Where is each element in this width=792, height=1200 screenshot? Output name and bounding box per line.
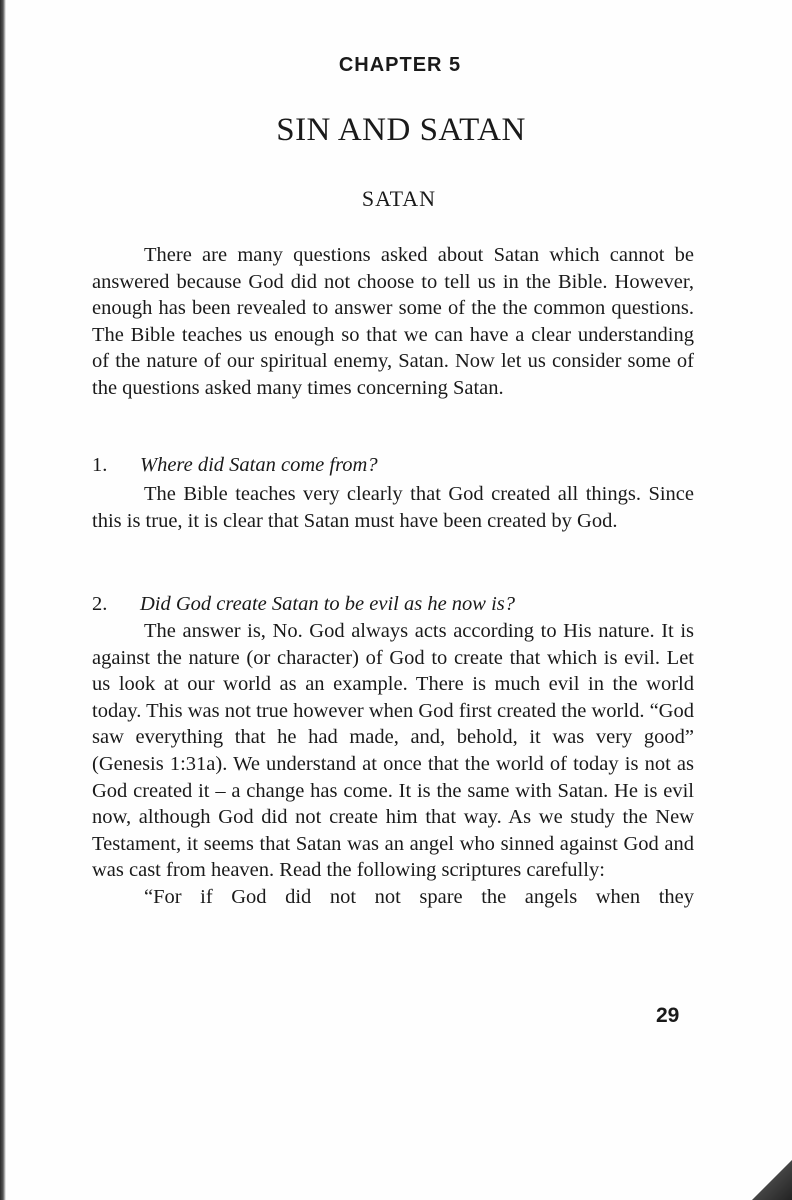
- scripture-quote-start: “For if God did not not spare the angels when they: [144, 885, 694, 908]
- page-corner-shadow: [748, 1154, 792, 1200]
- page-binding-edge: [0, 0, 6, 1200]
- intro-paragraph: There are many questions asked about Satan which cannot be answered because God did not choose to tell us in the Bible. However, enough has been revealed to answer some of the the common questions. The Bible teaches us enough so that we can have a clear understanding of the nature of our spiritual enemy, Satan. Now let us consider some of the questions asked many times concerning Satan.: [92, 244, 694, 399]
- question-1: [92, 452, 694, 479]
- section-heading: SATAN: [361, 186, 437, 211]
- question-2-number: 2.: [92, 593, 108, 615]
- question-2-answer-block: [92, 618, 694, 911]
- question-2-text: Did God create Satan to be evil as he now is?: [140, 593, 516, 615]
- question-1-text: Where did Satan come from?: [140, 454, 378, 476]
- question-2: [92, 591, 694, 618]
- question-1-number: 1.: [92, 454, 108, 476]
- page-number: 29: [656, 1004, 680, 1027]
- chapter-title: SIN AND SATAN: [276, 112, 526, 148]
- question-2-answer: The answer is, No. God always acts according to His nature. It is against the nature (or character) of God to create that which is evil. Let us look at our world as an example. There is much evil in the world today. This was not true however when God first created the world. “God saw everything that he had made, and, behold, it was very good” (Genesis 1:31a). We understand at once that the world of today is not as God created it – a change has come. It is the same with Satan. He is evil now, although God did not create him that way. As we study the New Testament, it seems that Satan was an angel who sinned against God and was cast from heaven. Read the following scriptures carefully:: [92, 620, 694, 882]
- question-1-answer: The Bible teaches very clearly that God created all things. Since this is true, it is clear that Satan must have been created by God.: [92, 483, 694, 532]
- chapter-label: CHAPTER 5: [338, 54, 462, 76]
